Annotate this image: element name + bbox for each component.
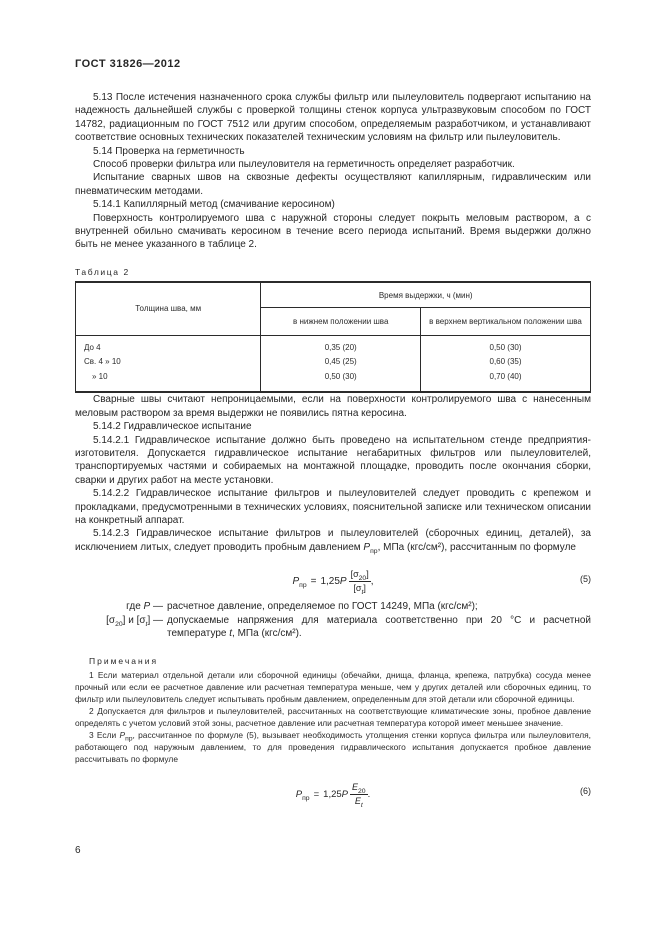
- formula-punctuation: .: [367, 788, 371, 800]
- table2-col1-header: Толщина шва, мм: [135, 304, 202, 314]
- formula-6-expression: [296, 776, 370, 807]
- legend-term: $[\sigma_{20}]$ и $[\sigma_t]$ —: [106, 614, 163, 628]
- note-2: 2 Допускается для фильтров и пылеуловителей, рассчитанных на соответствующие климатические зоны, пробное давление определять с учетом условий этой зоны, расчетное давление или расчетная температура которой имеет меньшее значение.: [75, 706, 591, 729]
- page-number: 6: [75, 845, 81, 856]
- cell-lower: 0,45 (25): [261, 355, 421, 370]
- legend-description: допускаемые напряжения для материала соответственно при 20 °С и расчетной температуре t, МПа (кгс/см²).: [167, 614, 591, 640]
- cell-thickness: До 4: [76, 335, 261, 355]
- paragraph-5-13: 5.13 После истечения назначенного срока службы фильтр или пылеуловитель подвергают испытанию на надежность дальнейшей службы с проверкой толщины стенок корпуса ультразвуковым способом по ГОСТ 14782, радиационным по ГОСТ 7512 или другим способом, определяемым разработчиком, и устанавливают соответствие основных технических показателей техническим условиям на фильтр или пылеуловитель.: [75, 92, 591, 144]
- formula-5: [75, 563, 591, 597]
- legend-row-sigma: [75, 614, 591, 641]
- fraction-denominator: $[\sigma_t]$: [353, 583, 366, 597]
- legend-term: где P —: [126, 601, 163, 613]
- cell-lower: 0,50 (30): [261, 370, 421, 393]
- pressure-subscript: пр: [125, 735, 133, 743]
- formula-legend: [75, 600, 591, 640]
- fraction-denominator: $E_t$: [354, 795, 363, 809]
- equals-sign: =: [313, 788, 320, 800]
- coefficient: 1,25: [323, 788, 342, 800]
- paragraph-5-14-2-1: 5.14.2.1 Гидравлическое испытание должно быть проведено на испытательном стенде предприятия-изготовителя. Допускается гидравлическое испытание негабаритных фильтров или пылеуловителей, транспортируемых частями и собираемых на монтажной площадке, проводить после окончания сборки, сварки и других работ на месте установки.: [75, 434, 591, 486]
- heading-5-14-2: 5.14.2 Гидравлическое испытание: [93, 421, 252, 433]
- table2-subheader-upper: в верхнем вертикальном положении шва: [421, 307, 591, 335]
- cell-upper: 0,50 (30): [421, 335, 591, 355]
- formula-var: P: [341, 788, 348, 800]
- table2: [75, 281, 591, 394]
- note-3: 3 Если $P_{пр}$, рассчитанное по формуле (5), вызывает необходимость утолщения стенки корпуса фильтра или пылеуловителя, работающего под наружным давлением, то для проведения гидравлического испытания допускается пробное давление рассчитывать по формуле: [75, 730, 591, 764]
- table2-group-header: Время выдержки, ч (мин): [261, 282, 591, 308]
- formula-subscript: пр: [302, 794, 310, 802]
- legend-row-p: [75, 600, 591, 613]
- formula-var: P: [339, 576, 347, 588]
- table-row: [76, 370, 591, 393]
- paragraph-5-14-2-2: 5.14.2.2 Гидравлическое испытание фильтров и пылеуловителей следует проводить с крепежом и прокладками, предусмотренными в технических условиях, пояснительной записке или техническом описании на конкретный аппарат.: [75, 488, 591, 527]
- heading-5-14-1: 5.14.1 Капиллярный метод (смачивание керосином): [93, 199, 335, 211]
- formula-punctuation: ,: [370, 576, 374, 588]
- pressure-subscript: пр: [370, 547, 378, 555]
- cell-upper: 0,70 (40): [421, 370, 591, 393]
- formula-var: P: [295, 788, 303, 800]
- paragraph-impermeable: Сварные швы считают непроницаемыми, если на поверхности контролируемого шва с нанесенным меловым раствором за время выдержки не появились пятна керосина.: [75, 394, 591, 419]
- fraction-numerator: $[\sigma_{20}]$: [350, 569, 369, 583]
- formula-6-number: (6): [580, 786, 591, 797]
- paragraph-weld-tests: Испытание сварных швов на сквозные дефекты осуществляют капиллярным, гидравлическим или пневматическим методами.: [75, 172, 591, 197]
- legend-description: расчетное давление, определяемое по ГОСТ 14249, МПа (кгс/см²);: [167, 601, 478, 613]
- paragraph-surface: Поверхность контролируемого шва с наружной стороны следует покрыть меловым раствором, а с внутренней обильно смачивать керосином в течение всего периода испытаний. Время выдержки должно быть не менее указанного в таблице 2.: [75, 212, 591, 251]
- formula-subscript: пр: [299, 582, 307, 590]
- formula-5-number: (5): [580, 573, 591, 584]
- heading-5-14: 5.14 Проверка на герметичность: [93, 145, 245, 157]
- formula-var: P: [292, 576, 300, 588]
- pressure-symbol: P: [363, 541, 371, 553]
- fraction: [350, 782, 368, 807]
- formula-6: [75, 776, 591, 807]
- cell-upper: 0,60 (35): [421, 355, 591, 370]
- doc-code: ГОСТ 31826—2012: [75, 58, 181, 70]
- pressure-symbol: P: [119, 730, 126, 740]
- paragraph-5-14-2-3-text: , МПа (кгс/см²), рассчитанным по формуле: [377, 541, 576, 553]
- equals-sign: =: [310, 576, 317, 588]
- table-row: [76, 355, 591, 370]
- paragraph-5-14-2-3-text: 5.14.2.3 Гидравлическое испытание фильтров и пылеуловителей (сборочных единиц, деталей), за исключением литых, следует проводить пробным давлением: [75, 528, 591, 553]
- formula-5-expression: [292, 563, 374, 597]
- paragraph-check-method: Способ проверки фильтра или пылеуловителя на герметичность определяет разработчик.: [93, 159, 515, 171]
- table2-label: Таблица 2: [75, 266, 130, 277]
- table2-header-row: [76, 282, 591, 308]
- cell-lower: 0,35 (20): [261, 335, 421, 355]
- fraction: [349, 569, 371, 597]
- fraction-numerator: $E_{20}$: [352, 781, 366, 795]
- table-row: [76, 335, 591, 355]
- coefficient: 1,25: [320, 576, 340, 588]
- notes-heading: Примечания: [89, 656, 159, 667]
- note-1: 1 Если материал отдельной детали или сборочной единицы (обечайки, днища, фланца, крепежа, патрубка) сосуда менее прочный или если ее расчетное давление или расчетная температура меньше, чем у других деталей или сборочных единиц, то фильтр или пылеуловитель следует испытывать пробным давлением, определенным для этой детали или сборочной единицы.: [75, 670, 591, 705]
- table2-subheader-lower: в нижнем положении шва: [261, 307, 421, 335]
- cell-thickness: Св. 4 » 10: [84, 357, 121, 367]
- paragraph-5-14-2-3: [75, 527, 591, 554]
- cell-thickness: » 10: [92, 371, 108, 381]
